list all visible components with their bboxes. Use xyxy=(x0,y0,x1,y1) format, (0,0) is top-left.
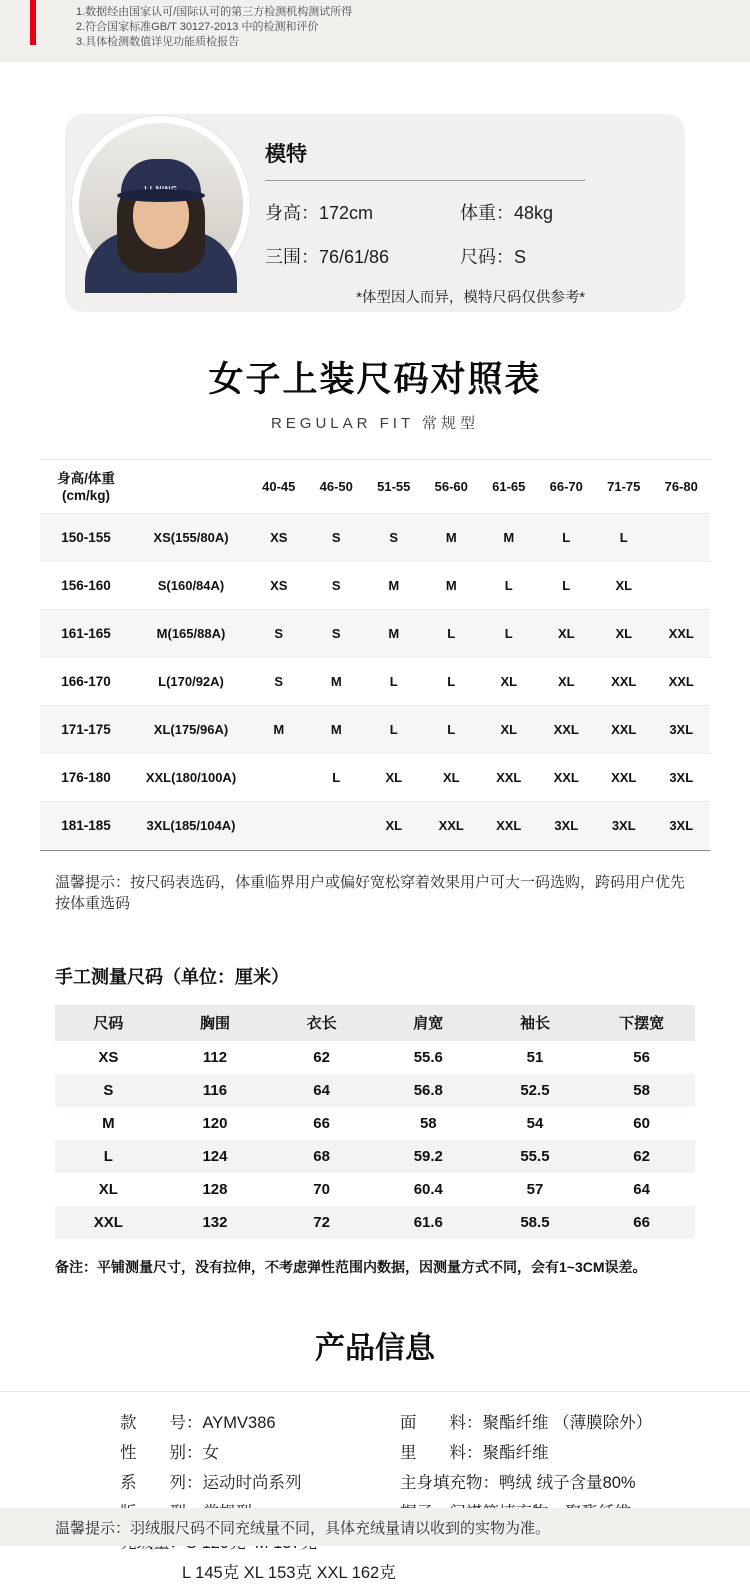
measurements-title: 手工测量尺码（单位：厘米） xyxy=(55,966,289,987)
product-info-grid xyxy=(0,1392,750,1588)
size-chart-title: 女子上装尺码对照表 xyxy=(208,360,542,399)
divider xyxy=(40,850,710,851)
measure-col-header: 衣长 xyxy=(268,1005,375,1041)
size-chart-col-header: 40-45 xyxy=(262,479,296,494)
certification-line: 3.具体检测数值详见功能质检报告 xyxy=(76,36,240,48)
model-stats-row xyxy=(265,199,587,225)
size-chart-row: 150-155 XS(155/80A) XS S S M M L L xyxy=(40,514,710,562)
measure-row: M 120 66 58 54 60 xyxy=(102,1114,650,1132)
size-chart-tip: 温馨提示：按尺码表选码，体重临界用户或偏好宽松穿着效果用户可大一码选购，跨码用户优先按体重选码 xyxy=(55,873,686,912)
model-stats-row xyxy=(265,243,587,269)
size-chart-col-header: 76-80 xyxy=(664,479,698,494)
product-info-row: 面 料：聚酯纤维 （薄膜除外） xyxy=(400,1413,653,1432)
size-chart-col-header: 71-75 xyxy=(607,479,641,494)
size-chart-col-header: 61-65 xyxy=(492,479,526,494)
measure-row: XXL 132 72 61.6 58.5 66 xyxy=(55,1206,695,1239)
size-chart-header-row xyxy=(40,460,710,514)
product-info-row: 主身填充物：鸭绒 绒子含量80% xyxy=(400,1473,636,1492)
model-photo xyxy=(72,116,250,294)
size-chart-col-header: 46-50 xyxy=(319,479,353,494)
product-info-row: 款 号：AYMV386 xyxy=(120,1413,276,1432)
model-section xyxy=(0,108,750,320)
divider xyxy=(265,180,585,181)
measure-col-header: 胸围 xyxy=(162,1005,269,1041)
size-chart-row: 156-160 S(160/84A) XS S M M L L XL xyxy=(40,562,710,610)
measure-row: L 124 68 59.2 55.5 62 xyxy=(55,1140,695,1173)
size-chart-table xyxy=(40,459,710,850)
model-disclaimer: *体型因人而异，模特尺码仅供参考* xyxy=(356,290,585,306)
size-chart-row: 176-180 XXL(180/100A) L XL XL XXL XXL XXL 3XL xyxy=(40,754,710,802)
product-info-right-column xyxy=(400,1408,750,1588)
measure-row: S 116 64 56.8 52.5 58 xyxy=(55,1074,695,1107)
model-weight: 体重：48kg xyxy=(460,203,554,223)
model-size: 尺码：S xyxy=(460,247,527,267)
model-height: 身高：172cm xyxy=(265,203,374,223)
measure-col-header: 下摆宽 xyxy=(588,1005,695,1041)
certification-line: 2.符合国家标准GB/T 30127-2013 中的检测和评价 xyxy=(76,21,319,33)
certification-notice xyxy=(0,0,750,62)
size-chart-col-header: 56-60 xyxy=(434,479,468,494)
product-info-row: 系 列：运动时尚系列 xyxy=(120,1473,302,1492)
product-info-row: L 145克 XL 153克 XXL 162克 xyxy=(182,1563,396,1582)
measure-col-header: 袖长 xyxy=(482,1005,589,1041)
footer-tip: 温馨提示：羽绒服尺码不同充绒量不同，具体充绒量请以收到的实物为准。 xyxy=(0,1508,750,1546)
cap-brim xyxy=(117,189,205,202)
product-info-row: 里 料：聚酯纤维 xyxy=(400,1443,549,1462)
product-info-title: 产品信息 xyxy=(315,1331,435,1365)
model-bust: 三围：76/61/86 xyxy=(265,247,390,267)
certification-line: 1.数据经由国家认可/国际认可的第三方检测机构测试所得 xyxy=(76,6,353,18)
size-chart-row: 171-175 XL(175/96A) M M L L XL XXL XXL 3XL xyxy=(40,706,710,754)
measure-col-header: 尺码 xyxy=(55,1005,162,1041)
size-chart-col-header: 51-55 xyxy=(377,479,411,494)
size-chart-row: 166-170 L(170/92A) S M L L XL XL XXL XXL xyxy=(40,658,710,706)
measure-col-header: 肩宽 xyxy=(375,1005,482,1041)
measure-row: XL 128 70 60.4 57 64 xyxy=(98,1180,650,1198)
measure-row: XS 112 62 55.6 51 56 xyxy=(98,1048,650,1066)
measurements-header-row xyxy=(55,1005,695,1041)
measurements-table xyxy=(55,1005,695,1239)
size-chart-row: 161-165 M(165/88A) S S M L L XL XL XXL xyxy=(40,610,710,658)
product-info-row: 性 别：女 xyxy=(120,1443,219,1462)
size-chart-col-header: 66-70 xyxy=(549,479,583,494)
product-info-left-column xyxy=(120,1408,400,1588)
model-info xyxy=(265,138,587,307)
measurements-note: 备注：平铺测量尺寸，没有拉伸，不考虑弹性范围内数据，因测量方式不同，会有1~3CM误差。 xyxy=(55,1258,647,1275)
model-section-title: 模特 xyxy=(265,143,307,166)
size-chart-corner-header: 身高/体重 (cm/kg) xyxy=(57,470,115,503)
size-chart-subtitle: REGULAR FIT 常规型 xyxy=(270,415,480,432)
size-chart-row: 181-185 3XL(185/104A) XL XXL XXL 3XL 3XL 3XL xyxy=(40,802,710,850)
red-accent-bar xyxy=(30,0,36,45)
